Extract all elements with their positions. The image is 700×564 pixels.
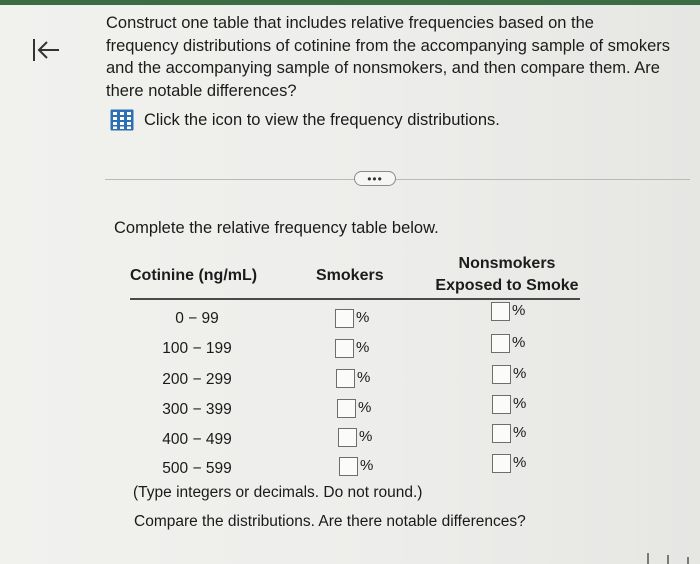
header-rule [130, 298, 580, 300]
nonsmokers-percent-input[interactable] [492, 424, 511, 443]
smokers-percent-input[interactable] [339, 457, 358, 476]
row-label: 300 − 399 [162, 401, 232, 418]
percent-sign: % [360, 457, 374, 474]
smokers-percent-input[interactable] [335, 339, 354, 358]
percent-sign: % [513, 395, 527, 412]
table-grid-icon[interactable] [110, 109, 134, 131]
back-arrow-icon[interactable] [30, 35, 62, 65]
header-nonsmokers-line: Nonsmokers [458, 255, 556, 272]
compare-prompt: Compare the distributions. Are there notable differences? [134, 513, 526, 530]
percent-sign: % [513, 454, 527, 471]
percent-sign: % [356, 339, 370, 356]
view-distributions-text: Click the icon to view the frequency distributions. [144, 110, 500, 129]
smokers-percent-input[interactable] [335, 309, 354, 328]
question-line: there notable differences? [106, 81, 297, 100]
question-line: and the accompanying sample of nonsmokers, and then compare them. Are [106, 59, 660, 77]
row-label: 400 − 499 [162, 431, 232, 448]
percent-sign: % [513, 365, 527, 382]
percent-sign: % [359, 428, 373, 445]
question-text [106, 12, 691, 102]
smokers-percent-input[interactable] [336, 369, 355, 388]
nonsmokers-percent-input[interactable] [492, 395, 511, 414]
input-note: (Type integers or decimals. Do not round.) [133, 484, 423, 501]
question-line: Construct one table that includes relative frequencies based on the [106, 14, 594, 32]
nonsmokers-percent-input[interactable] [491, 302, 510, 321]
header-nonsmokers [432, 253, 582, 297]
header-nonsmokers-line: Exposed to Smoke [435, 277, 579, 294]
percent-sign: % [357, 369, 371, 386]
row-label: 100 − 199 [162, 340, 232, 357]
bottom-edge-marks [640, 553, 700, 564]
row-label: 500 − 599 [162, 460, 232, 477]
percent-sign: % [356, 309, 370, 326]
section-divider [105, 179, 690, 180]
top-accent-bar [0, 0, 700, 5]
row-label: 0 − 99 [175, 310, 219, 327]
row-label: 200 − 299 [162, 371, 232, 388]
percent-sign: % [512, 302, 526, 319]
smokers-percent-input[interactable] [338, 428, 357, 447]
percent-sign: % [512, 334, 526, 351]
percent-sign: % [358, 399, 372, 416]
header-cotinine: Cotinine (ng/mL) [130, 267, 258, 284]
percent-sign: % [513, 424, 527, 441]
smokers-percent-input[interactable] [337, 399, 356, 418]
nonsmokers-percent-input[interactable] [492, 365, 511, 384]
expand-more-button[interactable]: ••• [354, 171, 396, 186]
view-distributions-link[interactable] [110, 109, 500, 131]
table-instruction: Complete the relative frequency table below. [114, 219, 439, 237]
question-line: frequency distributions of cotinine from the accompanying sample of smokers [106, 36, 671, 55]
header-smokers: Smokers [316, 267, 384, 284]
nonsmokers-percent-input[interactable] [492, 454, 511, 473]
nonsmokers-percent-input[interactable] [491, 334, 510, 353]
